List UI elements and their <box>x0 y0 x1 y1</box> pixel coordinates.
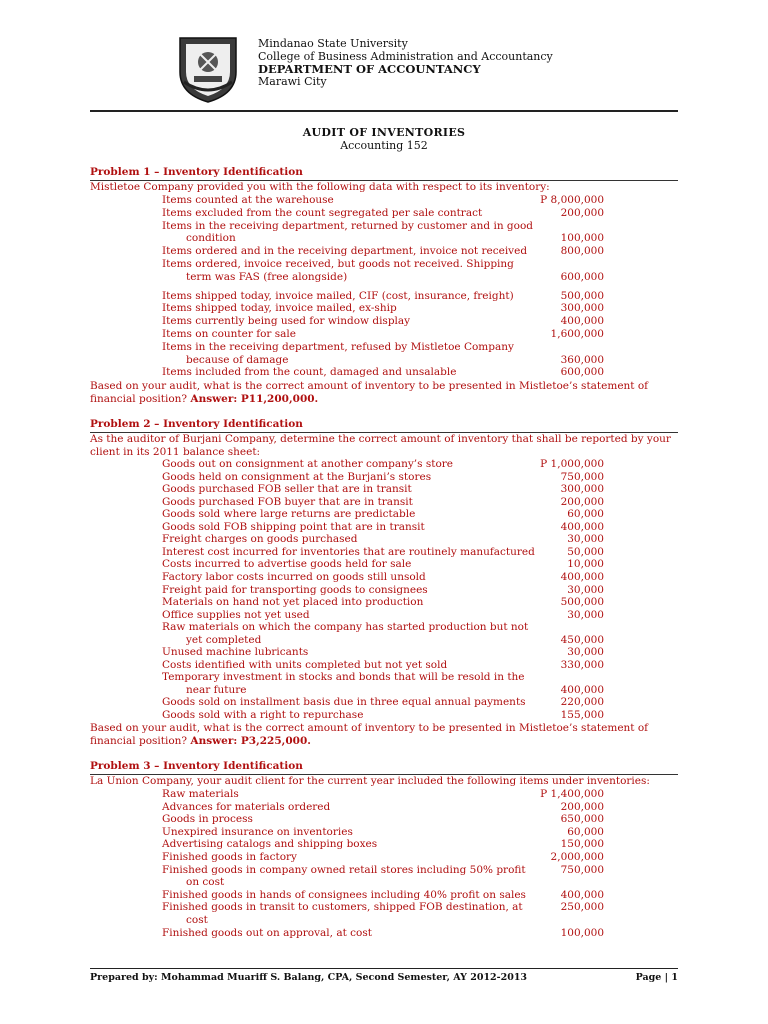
item-label: Items currently being used for window display <box>162 315 411 328</box>
item-amount: P 1,400,000 <box>540 788 604 800</box>
item-amount: 600,000 <box>560 270 604 283</box>
inventory-item-row <box>0 876 768 889</box>
header-divider <box>90 110 678 112</box>
item-label: Advertising catalogs and shipping boxes <box>162 838 378 851</box>
item-label: Items counted at the warehouse <box>162 194 334 206</box>
inventory-item-row <box>0 696 768 709</box>
item-label: Advances for materials ordered <box>162 800 331 813</box>
item-amount: 60,000 <box>567 508 604 521</box>
item-label: Items ordered, invoice received, but goods not received. Shipping <box>162 258 514 270</box>
inventory-item-row <box>0 458 768 471</box>
item-label: Interest cost incurred for inventories that are routinely manufactured <box>162 545 535 558</box>
inventory-item-row <box>0 496 768 509</box>
item-amount: 400,000 <box>560 570 604 583</box>
item-label: term was FAS (free alongside) <box>186 270 348 283</box>
item-amount: 50,000 <box>567 545 604 558</box>
item-label: Goods out on consignment at another company’s store <box>162 458 454 470</box>
title-block <box>90 126 678 152</box>
item-amount: 300,000 <box>560 483 604 496</box>
item-amount: P 1,000,000 <box>540 458 604 470</box>
item-amount: 200,000 <box>560 206 604 219</box>
item-amount: 220,000 <box>560 696 604 709</box>
item-label: Goods sold with a right to repurchase <box>162 709 364 721</box>
item-amount: 400,000 <box>560 683 604 696</box>
item-amount: 750,000 <box>560 863 604 876</box>
inventory-item-row <box>0 709 768 722</box>
inventory-item-row <box>0 290 768 303</box>
item-amount: 250,000 <box>560 901 604 914</box>
inventory-item-row <box>0 584 768 597</box>
inventory-item-row <box>0 483 768 496</box>
item-label: Items shipped today, invoice mailed, CIF (cost, insurance, freight) <box>162 289 514 302</box>
item-amount: 30,000 <box>567 646 604 659</box>
item-label: Unexpired insurance on inventories <box>162 825 353 838</box>
item-amount: 200,000 <box>560 495 604 508</box>
item-amount: 750,000 <box>560 470 604 483</box>
problem-1-question: Based on your audit, what is the correct amount of inventory to be presented in Mistletoe’s statement of financial position? <box>90 380 649 405</box>
inventory-item-row <box>0 341 768 354</box>
inventory-item-row <box>0 207 768 220</box>
inventory-item-row <box>0 813 768 826</box>
item-amount: 300,000 <box>560 302 604 315</box>
item-label: on cost <box>186 876 225 889</box>
item-label: Finished goods in factory <box>162 851 297 863</box>
inventory-item-row <box>0 354 768 367</box>
problem-2-question: Based on your audit, what is the correct amount of inventory to be presented in Mistletoe’s statement of financial position? <box>90 722 649 747</box>
inventory-item-row <box>0 914 768 927</box>
item-label: Freight paid for transporting goods to consignees <box>162 583 428 596</box>
inventory-item-row <box>0 659 768 672</box>
item-label: Unused machine lubricants <box>162 646 309 659</box>
item-label: Goods in process <box>162 813 253 826</box>
department-name: DEPARTMENT OF ACCOUNTANCY <box>258 62 481 76</box>
footer-divider <box>90 968 678 969</box>
item-label: Items included from the count, damaged and unsalable <box>162 366 457 379</box>
item-amount: 60,000 <box>567 825 604 838</box>
city-name: Marawi City <box>258 74 327 88</box>
inventory-item-row <box>0 471 768 484</box>
item-amount: 330,000 <box>560 658 604 671</box>
document-subtitle: Accounting 152 <box>340 139 428 152</box>
item-label: Goods held on consignment at the Burjani’s stores <box>162 470 432 483</box>
item-amount: 30,000 <box>567 533 604 546</box>
item-amount: 450,000 <box>560 633 604 646</box>
item-amount: 400,000 <box>560 888 604 901</box>
item-label: Goods sold where large returns are predictable <box>162 508 416 521</box>
item-label: yet completed <box>186 633 262 646</box>
inventory-item-row <box>0 232 768 245</box>
inventory-item-row <box>0 901 768 914</box>
inventory-item-row <box>0 366 768 379</box>
inventory-item-row <box>0 826 768 839</box>
item-amount: 10,000 <box>567 558 604 571</box>
item-label: Freight charges on goods purchased <box>162 533 358 546</box>
item-label: cost <box>186 914 208 926</box>
problem-3-heading: Problem 3 – Inventory Identification <box>90 760 303 772</box>
item-amount: 500,000 <box>560 596 604 609</box>
inventory-item-row <box>0 508 768 521</box>
inventory-item-row <box>0 621 768 634</box>
item-label: Items ordered and in the receiving department, invoice not received <box>162 245 528 258</box>
inventory-item-row <box>0 521 768 534</box>
problem-1-question-block <box>90 380 680 406</box>
item-amount: 600,000 <box>560 366 604 379</box>
item-label: Finished goods out on approval, at cost <box>162 926 372 939</box>
inventory-item-row <box>0 788 768 801</box>
item-label: near future <box>186 683 247 696</box>
problem-2-intro: As the auditor of Burjani Company, determine the correct amount of inventory that shall be reported by your client in its 2011 balance sheet: <box>90 433 671 458</box>
inventory-item-row <box>0 571 768 584</box>
item-label: Temporary investment in stocks and bonds that will be resold in the <box>162 671 525 684</box>
item-label: Finished goods in hands of consignees including 40% profit on sales <box>162 888 526 901</box>
inventory-item-row <box>0 646 768 659</box>
inventory-item-row <box>0 671 768 684</box>
problem-3-intro: La Union Company, your audit client for the current year included the following items under inventories: <box>90 775 650 787</box>
footer-prepared-by: Prepared by: Mohammad Muariff S. Balang, CPA, Second Semester, AY 2012-2013 <box>90 972 528 983</box>
inventory-item-row <box>0 220 768 233</box>
inventory-item-row <box>0 546 768 559</box>
problem-1-heading: Problem 1 – Inventory Identification <box>90 166 303 178</box>
item-amount: 200,000 <box>560 800 604 813</box>
item-amount: 100,000 <box>560 232 604 245</box>
document-title: AUDIT OF INVENTORIES <box>302 126 466 139</box>
inventory-item-row <box>0 634 768 647</box>
inventory-item-row <box>0 328 768 341</box>
item-amount: 650,000 <box>560 813 604 826</box>
item-amount: 400,000 <box>560 520 604 533</box>
item-label: Goods sold on installment basis due in three equal annual payments <box>162 696 526 709</box>
inventory-item-row <box>0 801 768 814</box>
item-amount: 360,000 <box>560 353 604 366</box>
problem-1-answer: Answer: P11,200,000. <box>190 392 319 405</box>
inventory-item-row <box>0 533 768 546</box>
inventory-item-row <box>0 609 768 622</box>
item-label: Raw materials <box>162 788 239 800</box>
item-label: Goods purchased FOB seller that are in transit <box>162 483 412 496</box>
inventory-item-row <box>0 271 768 284</box>
inventory-item-row <box>0 302 768 315</box>
item-amount: 30,000 <box>567 608 604 621</box>
item-amount: 800,000 <box>560 245 604 258</box>
inventory-item-row <box>0 864 768 877</box>
item-amount: 500,000 <box>560 289 604 302</box>
item-label: Items excluded from the count segregated per sale contract <box>162 206 483 219</box>
inventory-item-row <box>0 927 768 940</box>
problem-2-question-block <box>90 722 680 748</box>
item-label: Materials on hand not yet placed into production <box>162 596 424 609</box>
inventory-item-row <box>0 258 768 271</box>
item-label: Goods sold FOB shipping point that are in transit <box>162 520 425 533</box>
problem-1-intro: Mistletoe Company provided you with the following data with respect to its inventory: <box>90 181 550 193</box>
college-name: College of Business Administration and Accountancy <box>258 49 553 63</box>
inventory-item-row <box>0 245 768 258</box>
document-header <box>0 0 768 112</box>
inventory-item-row <box>0 684 768 697</box>
item-amount: 400,000 <box>560 315 604 328</box>
item-label: Office supplies not yet used <box>162 608 310 621</box>
inventory-item-row <box>0 838 768 851</box>
item-label: Items in the receiving department, returned by customer and in good <box>162 219 534 232</box>
inventory-item-row <box>0 596 768 609</box>
item-amount: 100,000 <box>560 926 604 939</box>
item-amount: 150,000 <box>560 838 604 851</box>
item-label: Items shipped today, invoice mailed, ex-ship <box>162 302 397 315</box>
problem-2-heading: Problem 2 – Inventory Identification <box>90 418 303 430</box>
item-amount: 30,000 <box>567 583 604 596</box>
university-name: Mindanao State University <box>258 37 408 50</box>
inventory-item-row <box>0 194 768 207</box>
item-label: Costs incurred to advertise goods held for sale <box>162 558 412 571</box>
item-amount: 1,600,000 <box>550 328 604 340</box>
item-amount: 155,000 <box>560 709 604 721</box>
item-label: Finished goods in company owned retail stores including 50% profit <box>162 863 526 876</box>
inventory-item-row <box>0 889 768 902</box>
item-label: Factory labor costs incurred on goods still unsold <box>162 570 426 583</box>
problem-2-answer: Answer: P3,225,000. <box>190 734 311 747</box>
item-label: Items in the receiving department, refused by Mistletoe Company <box>162 340 514 353</box>
inventory-item-row <box>0 558 768 571</box>
inventory-item-row <box>0 851 768 864</box>
item-label: Costs identified with units completed but not yet sold <box>162 658 448 671</box>
item-label: Goods purchased FOB buyer that are in transit <box>162 495 413 508</box>
header-text-block <box>258 38 553 88</box>
item-amount: 2,000,000 <box>550 851 604 863</box>
university-seal-logo <box>172 32 244 104</box>
item-label: Raw materials on which the company has started production but not <box>162 621 529 634</box>
item-amount: P 8,000,000 <box>540 194 604 206</box>
item-label: Items on counter for sale <box>162 328 296 340</box>
item-label: because of damage <box>186 353 289 366</box>
footer-page-number: Page | 1 <box>635 972 678 983</box>
inventory-item-row <box>0 315 768 328</box>
item-label: condition <box>186 232 236 245</box>
item-label: Finished goods in transit to customers, shipped FOB destination, at <box>162 901 523 914</box>
